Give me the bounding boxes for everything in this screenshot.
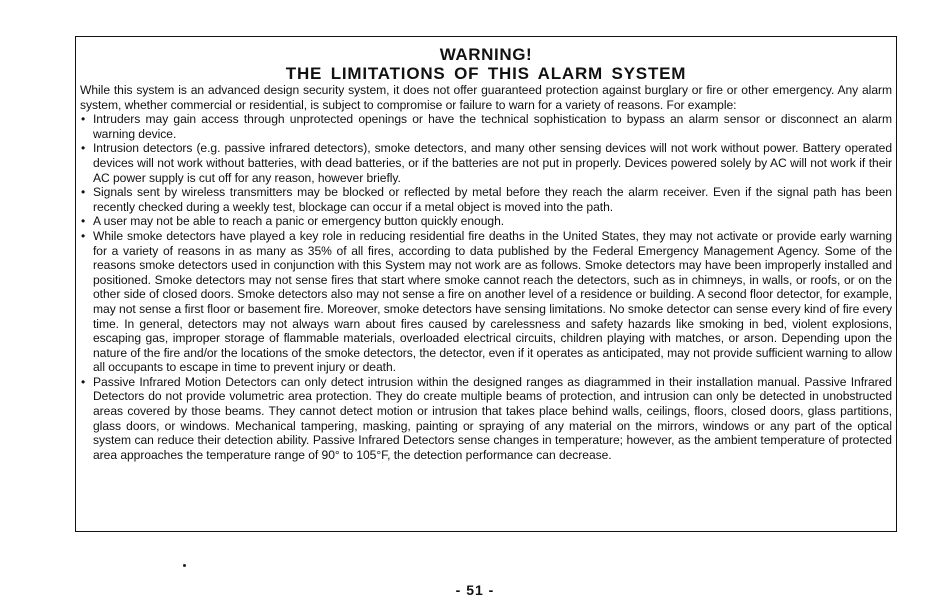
list-item-text: Passive Infrared Motion Detectors can only detect intrusion within the designed ranges as diagrammed in their installation manual. Passive Infrared Detectors do not provide volumetric area protection. They do create multiple beams of protection, and intrusion can only be detected in unobstructed areas covered by those beams. They cannot detect motion or intrusion that takes place behind walls, ceilings, floors, closed doors, glass partitions, glass doors, or windows. Mechanical tampering, masking, painting or spraying of any material on the mirrors, windows or any part of the optical system can reduce their detection ability. Passive Infrared Detectors sense changes in temperature; however, as the ambient temperature of protected area approaches the temperature range of 90° to 105°F, the detection performance can decrease. <box>93 374 892 462</box>
bullet-icon: • <box>81 141 86 156</box>
bullet-icon: • <box>81 185 86 200</box>
list-item-text: Signals sent by wireless transmitters may be blocked or reflected by metal before they reach the alarm receiver. Even if the signal path has been recently checked during a weekly test, blockage can occur if a metal object is moved into the path. <box>93 185 892 214</box>
list-item-intruders <box>80 112 892 141</box>
intro-paragraph: While this system is an advanced design security system, it does not offer guaranteed protection against burglary or fire or other emergency. Any alarm system, whether commercial or residential, is subject to compromise or failure to warn for a variety of reasons. For example: <box>80 83 892 112</box>
list-item-infrared-detectors <box>80 375 892 463</box>
list-item-panic-button <box>80 214 892 229</box>
page-number: - 51 - <box>455 582 495 598</box>
list-item-wireless <box>80 185 892 214</box>
bullet-icon: • <box>81 112 86 127</box>
limitations-heading: THE LIMITATIONS OF THIS ALARM SYSTEM <box>285 64 687 83</box>
list-item-text: Intrusion detectors (e.g. passive infrared detectors), smoke detectors, and many other sensing devices will not work without power. Battery operated devices will not work without batteries, with dead batteries, or if the batteries are not put in properly. Devices powered solely by AC will not work if their AC power supply is cut off for any reason, however briefly. <box>93 141 892 185</box>
list-item-text: A user may not be able to reach a panic or emergency button quickly enough. <box>93 214 505 229</box>
list-item-smoke-detectors <box>80 229 892 375</box>
warning-heading: WARNING! <box>439 45 533 64</box>
list-item-power <box>80 141 892 185</box>
limitations-list <box>80 112 892 462</box>
bullet-icon: • <box>81 228 86 243</box>
warning-box <box>75 36 897 532</box>
list-item-text: Intruders may gain access through unprotected openings or have the technical sophistication to bypass an alarm sensor or disconnect an alarm warning device. <box>93 112 892 141</box>
list-item-text: While smoke detectors have played a key role in reducing residential fire deaths in the United States, they may not activate or provide early warning for a variety of reasons in as many as 35% of all fires, according to data published by the Federal Emergency Management Agency. Some of the reasons smoke detectors used in conjunction with this System may not work are as follows. Smoke detectors may have been improperly installed and positioned. Smoke detectors may not sense fires that start where smoke cannot reach the detectors, such as in chimneys, in walls, or roofs, or on the other side of closed doors. Smoke detectors also may not sense a fire on another level of a residence or building. A second floor detector, for example, may not sense a first floor or basement fire. Moreover, smoke detectors have sensing limitations. No smoke detector can sense every kind of fire every time. In general, detectors may not always warn about fires caused by carelessness and safety hazards like smoking in bed, violent explosions, escaping gas, improper storage of flammable materials, overloaded electrical circuits, children playing with matches, or arson. Depending upon the nature of the fire and/or the locations of the smoke detectors, the detector, even if it operates as anticipated, may not provide sufficient warning to allow all occupants to escape in time to prevent injury or death. <box>93 228 892 375</box>
bullet-icon: • <box>81 214 86 229</box>
bullet-icon: • <box>81 374 86 389</box>
scan-speck <box>183 564 186 567</box>
